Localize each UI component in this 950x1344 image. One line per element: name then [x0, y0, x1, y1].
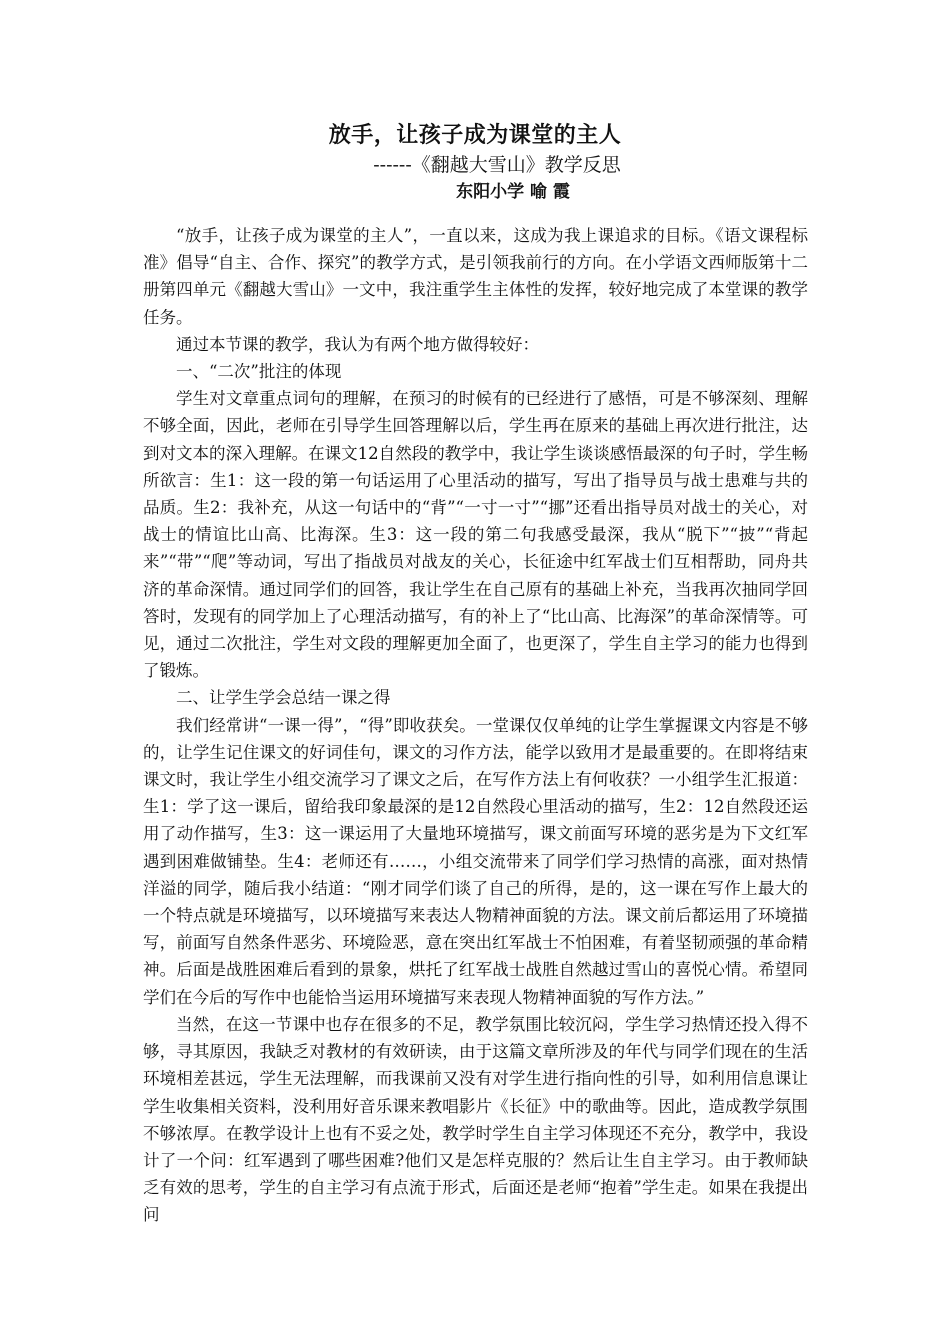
- section-heading-1: 一、“二次”批注的体现: [176, 362, 342, 382]
- document-title: 放手，让孩子成为课堂的主人: [328, 122, 622, 148]
- document-body: [143, 222, 808, 1229]
- paragraph-summary: 通过本节课的教学，我认为有两个地方做得较好：: [176, 334, 539, 354]
- paragraph-shortcomings: 当然，在这一节课中也存在很多的不足，教学氛围比较沉闷，学生学习热情还投入得不够，寻其原因，我缺乏对教材的有效研读，由于这篇文章所涉及的年代与同学们现在的生活环境相差甚远，学生无法理解，而我课前又没有对学生进行指向性的引导，如利用信息课让学生收集相关资料，没利用好音乐课来教唱影片《长征》中的歌曲等。因此，造成教学氛围不够浓厚。在教学设计上也有不妥之处，教学时学生自主学习体现还不充分，教学中，我设计了一个问：红军遇到了哪些困难?他们又是怎样克服的？然后让生自主学习。由于教师缺乏有效的思考，学生的自主学习有点流于形式，后面还是老师“抱着”学生走。如果在我提出问: [143, 1014, 808, 1225]
- document-author: 东阳小学 喻 霞: [456, 182, 570, 202]
- section-heading-2: 二、让学生学会总结一课之得: [176, 688, 391, 708]
- paragraph-intro: “放手，让孩子成为课堂的主人”，一直以来，这成为我上课追求的目标。《语文课程标准》倡导“自主、合作、探究”的教学方式，是引领我前行的方向。在小学语文西师版第十二册第四单元《翻越大雪山》一文中，我注重学生主体性的发挥，较好地完成了本堂课的教学任务。: [143, 226, 808, 327]
- paragraph-section-2: 我们经常讲“一课一得”，“得”即收获矣。一堂课仅仅单纯的让学生掌握课文内容是不够的，让学生记住课文的好词佳句，课文的习作方法，能学以致用才是最重要的。在即将结束课文时，我让学生小组交流学习了课文之后，在写作方法上有何收获？一小组学生汇报道：生1：学了这一课后，留给我印象最深的是12自然段心里活动的描写，生2：12自然段还运用了动作描写，生3：这一课运用了大量地环境描写，课文前面写环境的恶劣是为下文红军遇到困难做铺垫。生4：老师还有……，小组交流带来了同学们学习热情的高涨，面对热情洋溢的同学，随后我小结道：“刚才同学们谈了自己的所得，是的，这一课在写作上最大的一个特点就是环境描写，以环境描写来表达人物精神面貌的方法。课文前后都运用了环境描写，前面写自然条件恶劣、环境险恶，意在突出红军战士不怕困难，有着坚韧顽强的革命精神。后面是战胜困难后看到的景象，烘托了红军战士战胜自然越过雪山的喜悦心情。希望同学们在今后的写作中也能恰当运用环境描写来表现人物精神面貌的写作方法。”: [143, 715, 808, 1007]
- paragraph-section-1: 学生对文章重点词句的理解，在预习的时候有的已经进行了感悟，可是不够深刻、理解不够全面，因此，老师在引导学生回答理解以后，学生再在原来的基础上再次进行批注，达到对文本的深入理解。在课文12自然段的教学中，我让学生谈谈感悟最深的句子时，学生畅所欲言：生1：这一段的第一句话运用了心里活动的描写，写出了指导员与战士患难与共的品质。生2：我补充，从这一句话中的“背”“一寸一寸”“挪”还看出指导员对战士的关心，对战士的情谊比山高、比海深。生3：这一段的第二句我感受最深，我从“脱下”“披”“背起来”“带”“爬”等动词，写出了指战员对战友的关心，长征途中红军战士们互相帮助，同舟共济的革命深情。通过同学们的回答，我让学生在自己原有的基础上补充，当我再次抽同学回答时，发现有的同学加上了心理活动描写，有的补上了“比山高、比海深”的革命深情等。可见，通过二次批注，学生对文段的理解更加全面了，也更深了，学生自主学习的能力也得到了锻炼。: [143, 389, 808, 681]
- document-subtitle: ------《翻越大雪山》教学反思: [373, 154, 621, 176]
